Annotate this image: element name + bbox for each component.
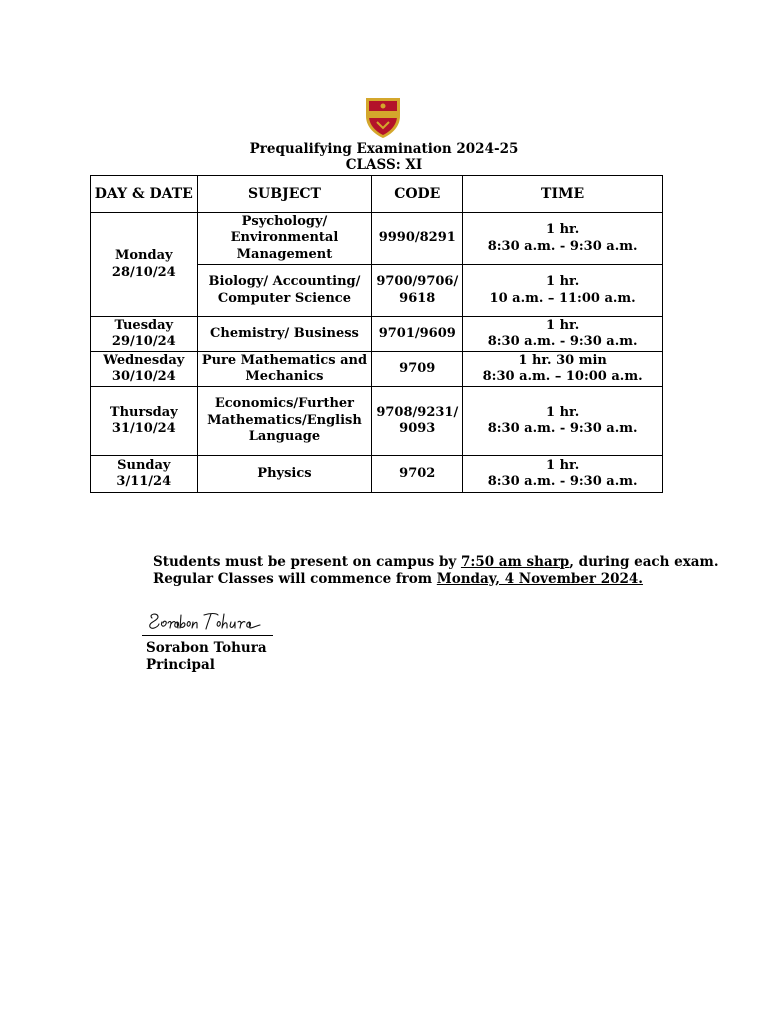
duration-label: 1 hr.	[546, 404, 580, 420]
subject-line: Economics/Further	[214, 396, 355, 412]
time-cell	[463, 456, 663, 493]
header-day-date: DAY & DATE	[91, 176, 198, 213]
class-line: CLASS: XI	[345, 157, 423, 173]
arrival-time-emphasis: 7:50 am sharp	[460, 554, 570, 570]
code-line: 9708/9231/	[376, 404, 459, 420]
day-label: Wednesday	[103, 352, 185, 368]
subject-line: Language	[248, 429, 321, 445]
subject-line: Computer Science	[217, 290, 351, 306]
notes-line-classes	[153, 571, 719, 588]
day-date-cell	[91, 456, 198, 493]
time-cell	[463, 387, 663, 456]
signatory-name: Sorabon Tohura	[146, 640, 267, 656]
code-cell	[372, 387, 463, 456]
subject-cell	[197, 213, 372, 265]
time-label: 10 a.m. – 11:00 a.m.	[489, 290, 636, 306]
exam-schedule-table	[90, 175, 663, 493]
day-label: Sunday	[117, 457, 171, 473]
subject-cell	[197, 387, 372, 456]
duration-label: 1 hr.	[546, 317, 580, 333]
subject-line: Pure Mathematics and	[201, 352, 368, 368]
subject-cell	[197, 317, 372, 352]
time-label: 8:30 a.m. - 9:30 a.m.	[487, 334, 638, 349]
subject-line: Psychology/	[241, 213, 328, 229]
signatory-title: Principal	[146, 657, 215, 673]
subject-cell	[197, 265, 372, 317]
subject-line: Mathematics/English	[207, 412, 362, 428]
subject-cell	[197, 456, 372, 493]
subject-line: Biology/ Accounting/	[208, 274, 361, 289]
time-label: 8:30 a.m. – 10:00 a.m.	[482, 369, 643, 384]
date-label: 29/10/24	[111, 334, 176, 349]
time-cell	[463, 213, 663, 265]
code-line: 9618	[399, 290, 436, 306]
day-label: Thursday	[109, 404, 178, 420]
code-cell	[372, 265, 463, 317]
table-row	[91, 213, 663, 265]
time-cell	[463, 265, 663, 317]
header-time: TIME	[463, 176, 663, 213]
handwritten-signature	[146, 610, 272, 632]
date-label: 3/11/24	[116, 474, 172, 489]
day-date-cell	[91, 387, 198, 456]
day-date-cell	[91, 213, 198, 317]
code-cell	[372, 317, 463, 352]
table-header-row	[91, 176, 663, 213]
signature-line	[142, 635, 273, 636]
subject-cell	[197, 352, 372, 387]
duration-label: 1 hr.	[546, 274, 580, 289]
table-row	[91, 456, 663, 493]
classes-date-emphasis: Monday, 4 November 2024.	[436, 571, 643, 587]
signatory-block	[146, 640, 267, 674]
time-cell	[463, 317, 663, 352]
date-label: 31/10/24	[111, 421, 176, 436]
code-cell	[372, 213, 463, 265]
duration-label: 1 hr.	[546, 222, 580, 237]
date-label: 28/10/24	[111, 264, 176, 280]
subject-line: Chemistry/ Business	[210, 325, 359, 341]
day-label: Tuesday	[114, 317, 174, 333]
table-row	[91, 387, 663, 456]
subject-line: Environmental	[230, 230, 339, 246]
notes-text: Students must be present on campus by	[153, 554, 461, 570]
notes-text: , during each exam.	[569, 554, 719, 570]
subject-line: Mechanics	[245, 369, 324, 384]
time-label: 8:30 a.m. - 9:30 a.m.	[487, 238, 638, 254]
table-row	[91, 352, 663, 387]
time-label: 8:30 a.m. - 9:30 a.m.	[487, 421, 638, 436]
time-label: 8:30 a.m. - 9:30 a.m.	[487, 474, 638, 489]
time-cell	[463, 352, 663, 387]
exam-title: Prequalifying Examination 2024-25	[249, 141, 519, 157]
school-crest-logo	[362, 94, 404, 140]
duration-label: 1 hr.	[546, 457, 580, 473]
notes-line-arrival	[153, 554, 719, 571]
header-subject: SUBJECT	[197, 176, 372, 213]
date-label: 30/10/24	[111, 369, 176, 384]
code-line: 9700/9706/	[376, 274, 459, 289]
code-line: 9990/8291	[378, 230, 456, 246]
code-cell	[372, 456, 463, 493]
code-line: 9701/9609	[378, 325, 456, 341]
table-row	[91, 317, 663, 352]
subject-line: Management	[236, 246, 333, 262]
code-line: 9709	[399, 360, 436, 376]
code-line: 9093	[399, 421, 436, 436]
day-date-cell	[91, 317, 198, 352]
day-date-cell	[91, 352, 198, 387]
notes-text: Regular Classes will commence from	[153, 571, 437, 587]
code-cell	[372, 352, 463, 387]
day-label: Monday	[115, 248, 173, 263]
code-line: 9702	[399, 465, 436, 481]
subject-line: Physics	[257, 465, 312, 481]
duration-label: 1 hr. 30 min	[518, 352, 607, 368]
instructions-notes	[153, 554, 719, 588]
header-code: CODE	[372, 176, 463, 213]
